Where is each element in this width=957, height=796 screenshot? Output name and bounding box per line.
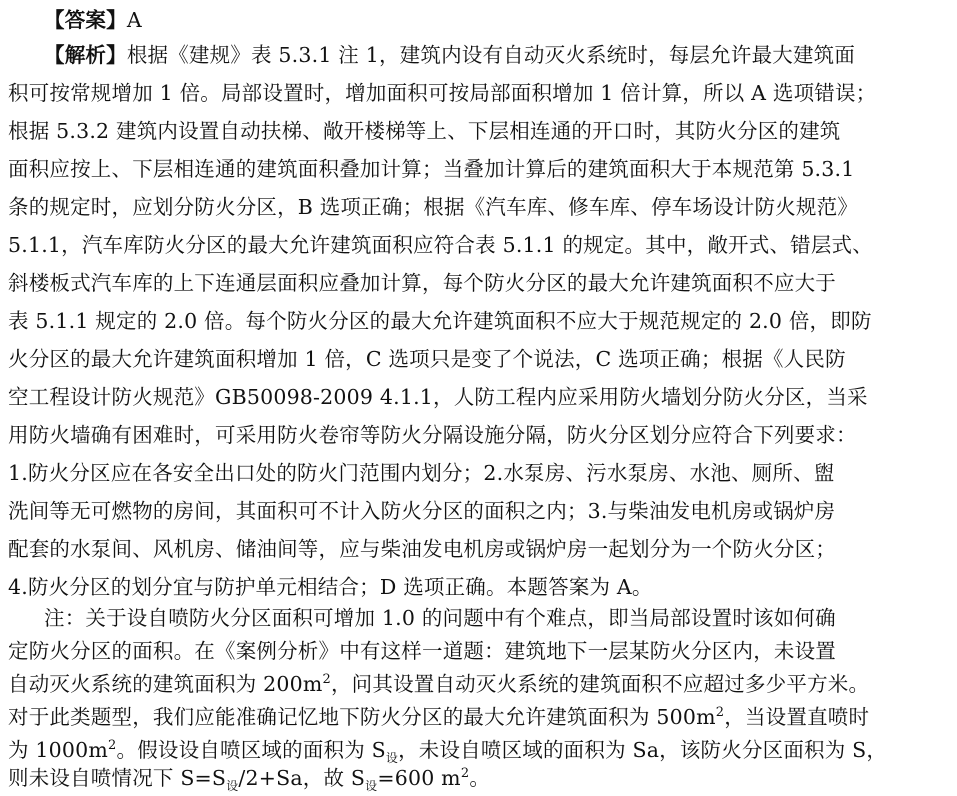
note-line-5-mid: 。假设设自喷区域的面积为 S	[116, 738, 386, 762]
superscript: 2	[322, 672, 331, 688]
analysis-line-13: 洗间等无可燃物的房间，其面积可不计入防火分区的面积之内；3.与柴油发电机房或锅炉房	[8, 499, 836, 523]
analysis-line-3: 根据 5.3.2 建筑内设置自动扶梯、敞开楼梯等上、下层相连通的开口时，其防火分区的建筑	[8, 119, 841, 143]
note-line-1: 注：关于设自喷防火分区面积可增加 1.0 的问题中有个难点，即当局部设置时该如何确	[44, 606, 836, 630]
note-line-4	[8, 699, 948, 735]
analysis-line-11: 用防火墙确有困难时，可采用防火卷帘等防火分隔设施分隔，防火分区划分应符合下列要求：	[8, 423, 857, 447]
answer-value: A	[126, 8, 142, 32]
analysis-line-7: 斜楼板式汽车库的上下连通层面积应叠加计算，每个防火分区的最大允许建筑面积不应大于	[8, 271, 836, 295]
analysis-line-15: 4.防火分区的划分宜与防护单元相结合；D 选项正确。本题答案为 A。	[8, 575, 653, 599]
superscript: 2	[108, 738, 117, 754]
note-line-6-tail: =600 m	[377, 766, 461, 790]
analysis-line-9: 火分区的最大允许建筑面积增加 1 倍，C 选项只是变了个说法，C 选项正确；根据《人民防	[8, 347, 846, 371]
analysis-line-12: 1.防火分区应在各安全出口处的防火门范围内划分；2.水泵房、污水泵房、水池、厕所、盥	[8, 461, 835, 485]
note-line-3-tail: ，问其设置自动灭火系统的建筑面积不应超过多少平方米。	[330, 672, 870, 696]
note-line-6-text: 则未设自喷情况下 S=S	[8, 766, 227, 790]
note-line-5-text: 为 1000m	[8, 738, 109, 762]
superscript: 2	[715, 705, 725, 721]
analysis-line-4: 面积应按上、下层相连通的建筑面积叠加计算；当叠加计算后的建筑面积大于本规范第 5.3.1	[8, 157, 855, 181]
note-line-3-text: 自动灭火系统的建筑面积为 200m	[8, 672, 323, 696]
subscript: 设	[226, 779, 239, 794]
note-line-4-tail: ，当设置直喷时	[724, 705, 870, 729]
analysis-label: 【解析】	[44, 43, 127, 67]
subscript: 设	[365, 779, 378, 794]
note-line-5-tail: ，未设自喷区域的面积为 Sa，该防火分区面积为 S，	[398, 738, 888, 762]
analysis-line-14: 配套的水泵间、风机房、储油间等，应与柴油发电机房或锅炉房一起划分为一个防火分区；	[8, 537, 836, 561]
analysis-line-6: 5.1.1，汽车库防火分区的最大允许建筑面积应符合表 5.1.1 的规定。其中，敞开式、错层式、	[8, 233, 873, 257]
analysis-line-5: 条的规定时，应划分防火分区，B 选项正确；根据《汽车库、修车库、停车场设计防火规范》	[8, 195, 858, 219]
analysis-line-10: 空工程设计防火规范》GB50098-2009 4.1.1，人防工程内应采用防火墙划分防火分区，当采	[8, 385, 868, 409]
analysis-line-1	[44, 37, 957, 73]
note-line-6	[8, 760, 948, 796]
answer-line	[44, 2, 957, 38]
analysis-line-8: 表 5.1.1 规定的 2.0 倍。每个防火分区的最大允许建筑面积不应大于规范规定的 2.0 倍，即防	[8, 309, 872, 333]
note-line-3	[8, 666, 948, 702]
superscript: 2	[460, 766, 470, 782]
note-line-6-mid: /2+Sa，故 S	[238, 766, 366, 790]
subscript: 设	[385, 751, 399, 766]
note-line-4-text: 对于此类题型，我们应能准确记忆地下防火分区的最大允许建筑面积为 500m	[8, 705, 716, 729]
analysis-line-2: 积可按常规增加 1 倍。局部设置时，增加面积可按局部面积增加 1 倍计算，所以 A 选项错误；	[8, 81, 877, 105]
note-line-6-end: 。	[469, 766, 491, 790]
analysis-text: 根据《建规》表 5.3.1 注 1，建筑内设有自动灭火系统时，每层允许最大建筑面	[126, 43, 856, 67]
note-line-2: 定防火分区的面积。在《案例分析》中有这样一道题：建筑地下一层某防火分区内，未设置	[8, 639, 836, 663]
answer-label: 【答案】	[44, 8, 127, 32]
